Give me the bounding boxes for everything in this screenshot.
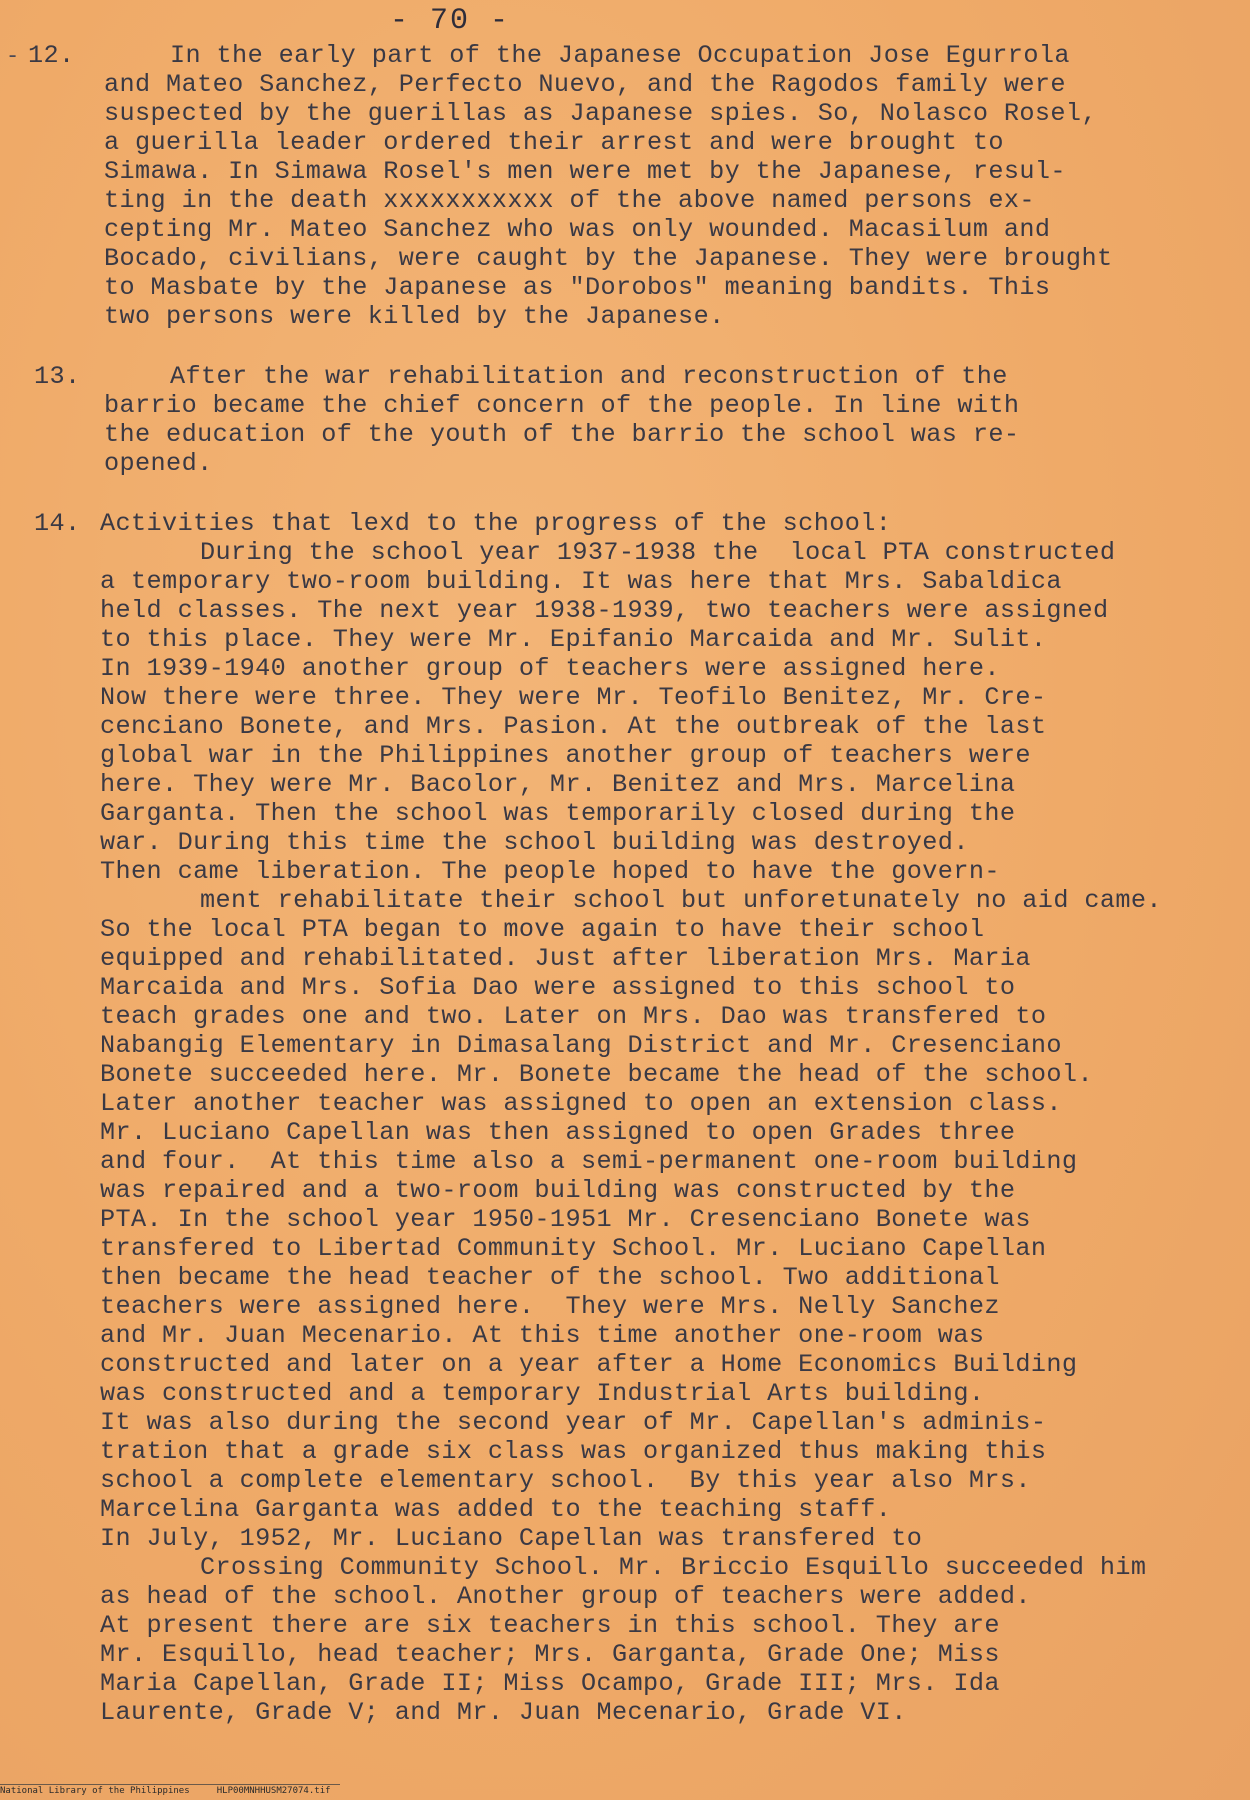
paragraph-line: equipped and rehabilitated. Just after liberation Mrs. Maria: [100, 944, 1031, 973]
paragraph-line: In the early part of the Japanese Occupation Jose Egurrola: [170, 41, 1070, 70]
paragraph-line: the education of the youth of the barrio the school was re-: [104, 420, 1020, 449]
paragraph-line: ment rehabilitate their school but unforetunately no aid came.: [200, 886, 1162, 915]
paragraph-line: Then came liberation. The people hoped to have the govern-: [100, 857, 1000, 886]
paragraph-line: here. They were Mr. Bacolor, Mr. Benitez and Mrs. Marcelina: [100, 770, 1016, 799]
footer-rule: [0, 1784, 340, 1785]
paragraph-line: and Mateo Sanchez, Perfecto Nuevo, and the Ragodos family were: [104, 70, 1066, 99]
paragraph-line: was constructed and a temporary Industrial Arts building.: [100, 1379, 985, 1408]
paragraph-line: to this place. They were Mr. Epifanio Marcaida and Mr. Sulit.: [100, 625, 1047, 654]
paragraph-line: Nabangig Elementary in Dimasalang District and Mr. Cresenciano: [100, 1031, 1062, 1060]
paragraph-line: cenciano Bonete, and Mrs. Pasion. At the outbreak of the last: [100, 712, 1047, 741]
paragraph-line: PTA. In the school year 1950-1951 Mr. Cresenciano Bonete was: [100, 1205, 1031, 1234]
page-number: - 70 -: [390, 4, 511, 38]
paragraph-line: a temporary two-room building. It was here that Mrs. Sabaldica: [100, 567, 1062, 596]
margin-tick-mark: -: [6, 44, 20, 69]
paragraph-line: Marcelina Garganta was added to the teaching staff.: [100, 1495, 892, 1524]
paragraph-line: barrio became the chief concern of the people. In line with: [104, 391, 1020, 420]
paragraph-line: It was also during the second year of Mr. Capellan's adminis-: [100, 1408, 1047, 1437]
paragraph-line: a guerilla leader ordered their arrest and were brought to: [104, 128, 1004, 157]
paragraph-line: held classes. The next year 1938-1939, two teachers were assigned: [100, 596, 1109, 625]
paragraph-line: tration that a grade six class was organized thus making this: [100, 1437, 1047, 1466]
paragraph-number: 12.: [28, 41, 75, 70]
paragraph-line: transfered to Libertad Community School. Mr. Luciano Capellan: [100, 1234, 1047, 1263]
paragraph-line: war. During this time the school building was destroyed.: [100, 828, 969, 857]
paragraph-number: 13.: [34, 362, 81, 391]
paragraph-line: teachers were assigned here. They were Mrs. Nelly Sanchez: [100, 1292, 1000, 1321]
paragraph-line: constructed and later on a year after a Home Economics Building: [100, 1350, 1078, 1379]
paragraph-line: opened.: [104, 449, 213, 478]
paragraph-line: school a complete elementary school. By this year also Mrs.: [100, 1466, 1031, 1495]
paragraph-line: ting in the death xxxxxxxxxxx of the above named persons ex-: [104, 186, 1035, 215]
paragraph-line: In 1939-1940 another group of teachers were assigned here.: [100, 654, 1000, 683]
paragraph-line: Mr. Luciano Capellan was then assigned to open Grades three: [100, 1118, 1016, 1147]
paragraph-line: So the local PTA began to move again to have their school: [100, 915, 985, 944]
paragraph-line: Crossing Community School. Mr. Briccio Esquillo succeeded him: [200, 1553, 1147, 1582]
paragraph-line: Garganta. Then the school was temporarily closed during the: [100, 799, 1016, 828]
paragraph-line: Bocado, civilians, were caught by the Japanese. They were brought: [104, 244, 1113, 273]
paragraph-line: as head of the school. Another group of teachers were added.: [100, 1582, 1031, 1611]
paragraph-line: Later another teacher was assigned to open an extension class.: [100, 1089, 1062, 1118]
section-heading: Activities that lexd to the progress of the school:: [100, 509, 892, 538]
paragraph-line: cepting Mr. Mateo Sanchez who was only wounded. Macasilum and: [104, 215, 1051, 244]
paragraph-line: Marcaida and Mrs. Sofia Dao were assigned to this school to: [100, 973, 1016, 1002]
paragraph-line: In July, 1952, Mr. Luciano Capellan was transfered to: [100, 1524, 923, 1553]
paragraph-line: Now there were three. They were Mr. Teofilo Benitez, Mr. Cre-: [100, 683, 1047, 712]
paragraph-line: During the school year 1937-1938 the local PTA constructed: [200, 538, 1116, 567]
paragraph-line: After the war rehabilitation and reconstruction of the: [170, 362, 1008, 391]
paragraph-number: 14.: [34, 509, 81, 538]
paragraph-line: two persons were killed by the Japanese.: [104, 302, 725, 331]
paragraph-line: and Mr. Juan Mecenario. At this time another one-room was: [100, 1321, 985, 1350]
paragraph-line: global war in the Philippines another group of teachers were: [100, 741, 1031, 770]
paragraph-line: Bonete succeeded here. Mr. Bonete became the head of the school.: [100, 1060, 1093, 1089]
paragraph-line: teach grades one and two. Later on Mrs. Dao was transfered to: [100, 1002, 1047, 1031]
paragraph-line: suspected by the guerillas as Japanese spies. So, Nolasco Rosel,: [104, 99, 1097, 128]
paragraph-line: then became the head teacher of the school. Two additional: [100, 1263, 1000, 1292]
paragraph-line: Laurente, Grade V; and Mr. Juan Mecenario, Grade VI.: [100, 1698, 907, 1727]
paragraph-line: Simawa. In Simawa Rosel's men were met by the Japanese, resul-: [104, 157, 1066, 186]
paragraph-line: and four. At this time also a semi-permanent one-room building: [100, 1147, 1078, 1176]
paragraph-line: At present there are six teachers in this school. They are: [100, 1611, 1000, 1640]
paragraph-line: was repaired and a two-room building was constructed by the: [100, 1176, 1016, 1205]
paragraph-line: Maria Capellan, Grade II; Miss Ocampo, Grade III; Mrs. Ida: [100, 1669, 1000, 1698]
paragraph-line: Mr. Esquillo, head teacher; Mrs. Garganta, Grade One; Miss: [100, 1640, 1000, 1669]
paragraph-line: to Masbate by the Japanese as "Dorobos" meaning bandits. This: [104, 273, 1051, 302]
archive-footer: National Library of the Philippines HLP00MNHHUSM27074.tif: [0, 1786, 331, 1796]
